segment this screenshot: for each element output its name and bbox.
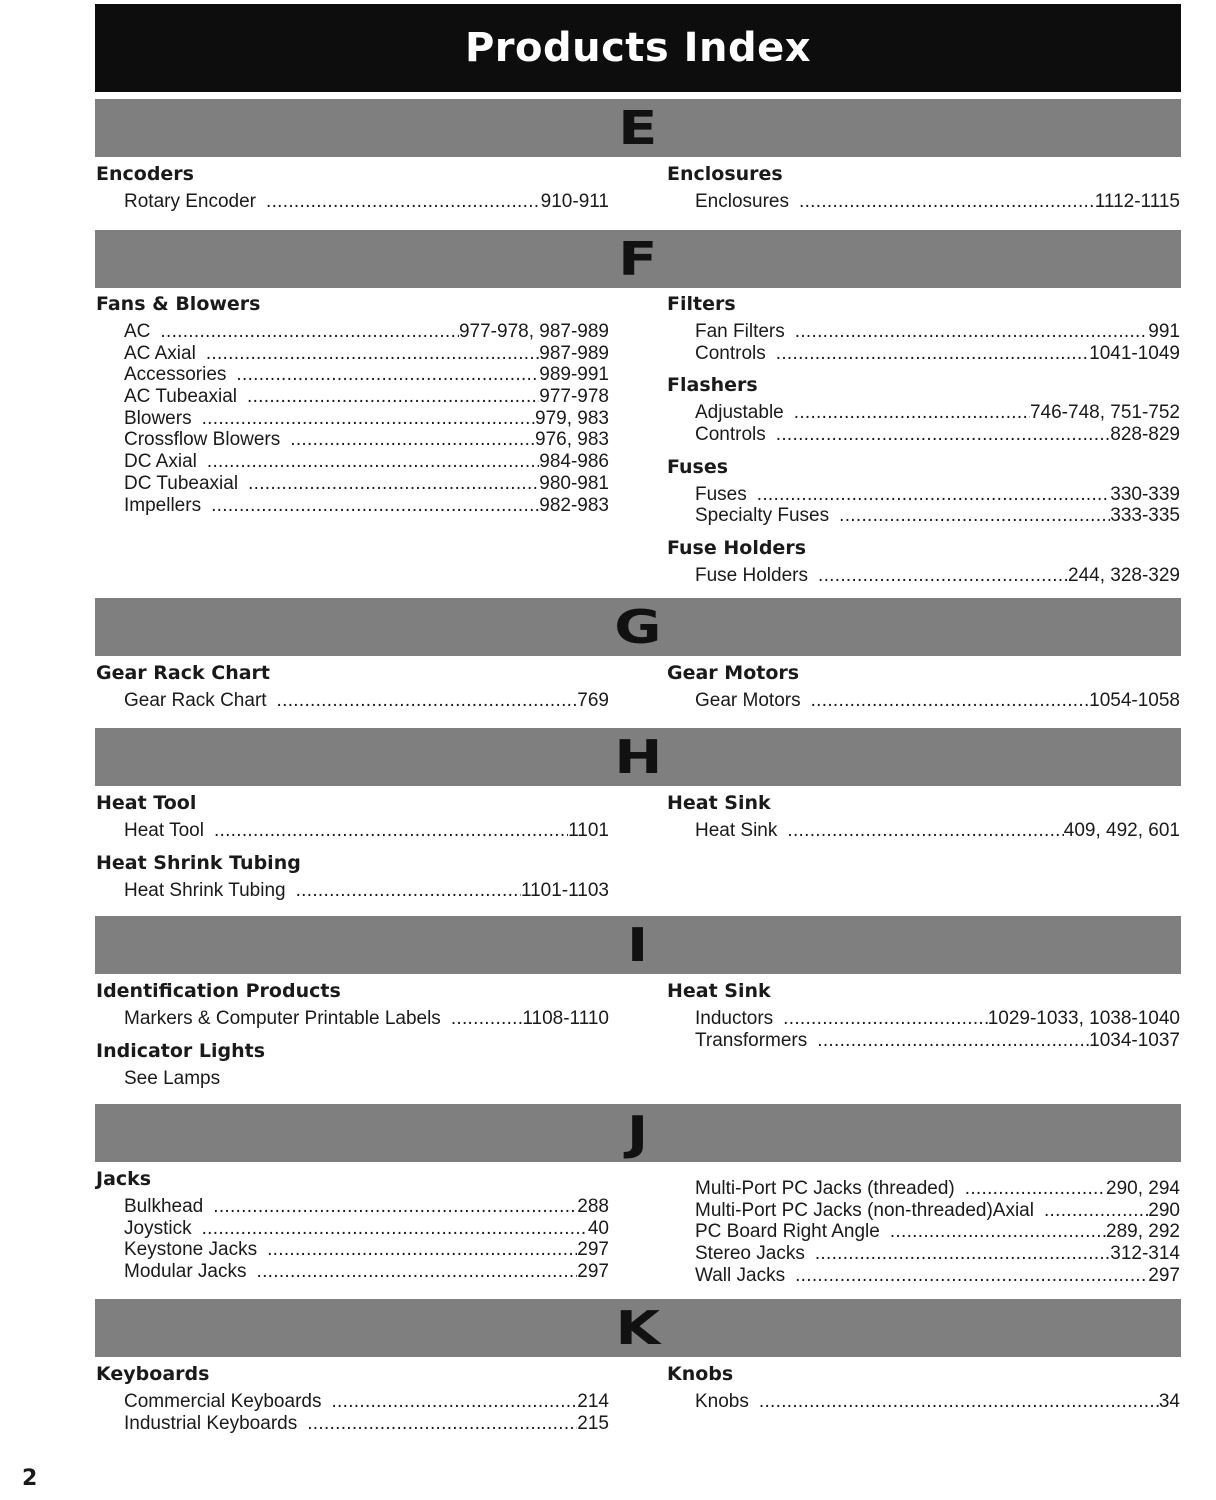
dot-leader <box>811 690 1090 712</box>
page-reference: 215 <box>577 1412 609 1434</box>
dot-leader <box>211 495 539 517</box>
dot-leader <box>787 820 1063 842</box>
page-reference: 330-339 <box>1110 483 1180 505</box>
entry-name: Crossflow Blowers <box>124 429 281 451</box>
index-entry-specialty-fuses <box>695 505 1180 527</box>
dot-leader <box>296 880 521 902</box>
category-heading: Fans & Blowers <box>96 293 261 315</box>
page-reference: 984-986 <box>539 451 609 473</box>
page-reference: 34 <box>1158 1391 1180 1412</box>
entry-name: Controls <box>695 424 766 446</box>
dot-leader <box>794 402 1030 424</box>
right-column <box>667 1176 1180 1293</box>
entry-list <box>96 1006 609 1037</box>
entry-list <box>96 319 609 523</box>
index-entry-modular-jacks <box>124 1261 609 1283</box>
left-column <box>96 290 609 523</box>
section-header-f <box>95 230 1181 288</box>
category-heading: Fuse Holders <box>667 537 807 560</box>
dot-leader <box>783 1008 988 1030</box>
index-entry-crossflow-blowers <box>124 429 609 451</box>
page-reference: 1101 <box>568 820 609 841</box>
section-letter: H <box>613 730 663 784</box>
entry-name: Blowers <box>124 407 192 429</box>
dot-leader <box>266 191 541 213</box>
index-entry-keystone-jacks <box>124 1239 609 1261</box>
page-reference: 977-978, 987-989 <box>458 321 609 342</box>
section-letter: I <box>627 918 649 972</box>
category-heading: Flashers <box>667 374 758 397</box>
entry-name: Adjustable <box>695 402 784 424</box>
entry-name: Impellers <box>124 494 202 516</box>
dot-leader <box>248 473 539 495</box>
section-letter: G <box>614 600 662 654</box>
left-column <box>96 659 609 719</box>
index-entry-accessories <box>124 364 609 386</box>
page-reference: 297 <box>577 1239 609 1261</box>
page-reference: 297 <box>1148 1264 1180 1286</box>
dot-leader <box>207 451 539 473</box>
page-reference: 976, 983 <box>535 429 609 451</box>
entry-list <box>96 878 609 909</box>
index-entry-fuses <box>695 484 1180 506</box>
index-entry-gear-motors <box>695 690 1180 712</box>
section-header-k <box>95 1299 1181 1357</box>
dot-leader <box>795 321 1149 343</box>
index-entry-bulkhead <box>124 1196 609 1218</box>
entry-name: Stereo Jacks <box>695 1243 805 1265</box>
dot-leader <box>202 408 535 430</box>
index-entry-industrial-keyboards <box>124 1413 609 1435</box>
dot-leader <box>965 1178 1106 1200</box>
index-entry-rotary-encoder <box>124 191 609 213</box>
category-heading: Filters <box>667 293 736 315</box>
category-heading: Fuses <box>667 455 729 478</box>
entry-name: AC Axial <box>124 342 196 364</box>
page-reference: 289, 292 <box>1106 1221 1180 1243</box>
page-reference: 828-829 <box>1110 424 1180 446</box>
category-heading: Indicator Lights <box>96 1039 266 1062</box>
entry-name: Heat Shrink Tubing <box>124 879 286 901</box>
dot-leader <box>795 1265 1148 1287</box>
left-column <box>96 1360 609 1441</box>
entry-list <box>667 1389 1180 1420</box>
entry-name: Markers & Computer Printable Labels <box>124 1008 441 1029</box>
left-column <box>96 1165 609 1290</box>
section-letter: J <box>627 1106 649 1160</box>
page-reference: 1041-1049 <box>1089 342 1180 364</box>
dot-leader <box>202 1218 588 1240</box>
page-reference: 980-981 <box>539 472 609 494</box>
category-heading: Gear Motors <box>667 662 800 684</box>
page-reference: 1029-1033, 1038-1040 <box>987 1008 1180 1029</box>
category-heading: Heat Shrink Tubing <box>96 851 301 874</box>
entry-name: Heat Sink <box>695 820 778 841</box>
entry-name: Rotary Encoder <box>124 191 257 212</box>
page-reference: 982-983 <box>539 494 609 516</box>
index-entry-inductors <box>695 1008 1180 1030</box>
right-column <box>667 1360 1180 1420</box>
index-entry-heat-tool <box>124 820 609 842</box>
section-header-e <box>95 99 1181 157</box>
page-reference: 290, 294 <box>1106 1178 1180 1199</box>
index-entry-gear-rack-chart <box>124 690 609 712</box>
page-reference: 312-314 <box>1110 1243 1180 1265</box>
page-reference: 214 <box>577 1391 609 1412</box>
dot-leader <box>214 820 568 842</box>
entry-name: Specialty Fuses <box>695 505 830 527</box>
index-entry-ac <box>124 321 609 343</box>
index-entry-controls <box>695 424 1180 446</box>
section-header-g <box>95 598 1181 656</box>
right-column <box>667 659 1180 719</box>
entry-name: DC Axial <box>124 451 197 473</box>
index-entry-enclosures <box>695 191 1180 213</box>
left-column <box>96 160 609 220</box>
index-entry-knobs <box>695 1391 1180 1413</box>
entry-list <box>667 1176 1180 1293</box>
entry-name: PC Board Right Angle <box>695 1221 880 1243</box>
index-entry-pc-board-right-angle <box>695 1221 1180 1243</box>
entry-name: Fuse Holders <box>695 565 808 587</box>
category-heading: Heat Sink <box>667 980 771 1002</box>
page-reference: 977-978 <box>539 386 609 408</box>
category-heading: Keyboards <box>96 1363 210 1385</box>
title-banner <box>95 4 1181 92</box>
page-reference: 991 <box>1148 321 1180 342</box>
index-entry-dc-tubeaxial <box>124 473 609 495</box>
page-reference: 1054-1058 <box>1089 690 1180 711</box>
index-entry-wall-jacks <box>695 1265 1180 1287</box>
entry-list <box>667 400 1180 452</box>
page-reference: 769 <box>577 690 609 711</box>
dot-leader <box>213 1196 577 1218</box>
dot-leader <box>267 1239 577 1261</box>
dot-leader <box>451 1008 523 1030</box>
entry-name: Bulkhead <box>124 1196 204 1217</box>
dot-leader <box>206 343 539 365</box>
entry-list <box>667 818 1180 849</box>
section-letter: K <box>615 1301 661 1355</box>
entry-name: Multi-Port PC Jacks (threaded) <box>695 1178 955 1199</box>
page-reference: 746-748, 751-752 <box>1029 402 1180 424</box>
category-heading: Knobs <box>667 1363 734 1385</box>
page-title: Products Index <box>464 25 812 71</box>
dot-leader <box>290 429 535 451</box>
index-entry-transformers <box>695 1030 1180 1052</box>
page-reference: 1112-1115 <box>1094 191 1180 212</box>
dot-leader <box>839 505 1110 527</box>
entry-name: Wall Jacks <box>695 1264 786 1286</box>
entry-name: Gear Rack Chart <box>124 690 267 711</box>
category-heading: Heat Sink <box>667 792 771 814</box>
entry-list <box>96 818 609 849</box>
entry-name: DC Tubeaxial <box>124 472 239 494</box>
page-reference: 244, 328-329 <box>1068 565 1180 587</box>
entry-name: Accessories <box>124 364 227 386</box>
entry-list <box>667 688 1180 719</box>
dot-leader <box>247 386 539 408</box>
entry-name: Joystick <box>124 1217 192 1239</box>
left-column <box>96 977 609 1096</box>
page-reference: 409, 492, 601 <box>1063 820 1180 841</box>
index-entry-impellers <box>124 495 609 517</box>
section-header-h <box>95 728 1181 786</box>
page-reference: 1108-1110 <box>522 1008 609 1029</box>
dot-leader <box>776 424 1111 446</box>
page-reference: 979, 983 <box>535 407 609 429</box>
dot-leader <box>818 565 1068 587</box>
index-entry-fuse-holders <box>695 565 1180 587</box>
page-number: 2 <box>22 1466 38 1491</box>
entry-name: Fuses <box>695 483 747 505</box>
right-column <box>667 160 1180 220</box>
entry-list <box>96 189 609 220</box>
dot-leader <box>759 1391 1159 1413</box>
left-column <box>96 789 609 908</box>
entry-name: Enclosures <box>695 191 789 212</box>
entry-name: Modular Jacks <box>124 1261 247 1283</box>
category-heading: Encoders <box>96 163 194 185</box>
entry-name: Transformers <box>695 1029 808 1051</box>
entry-name: AC <box>124 321 151 342</box>
category-heading: Identification Products <box>96 980 341 1002</box>
index-entry-commercial-keyboards <box>124 1391 609 1413</box>
right-column <box>667 977 1180 1058</box>
section-header-j <box>95 1104 1181 1162</box>
section-letter: F <box>618 232 658 286</box>
index-entry-multi-port-pc-jacks-non-threaded-axial <box>695 1200 1180 1222</box>
entry-name: Heat Tool <box>124 820 204 841</box>
index-entry-controls <box>695 343 1180 365</box>
entry-name: Fan Filters <box>695 321 785 342</box>
index-entry-stereo-jacks <box>695 1243 1180 1265</box>
entry-name: Controls <box>695 342 766 364</box>
entry-list <box>667 563 1180 594</box>
dot-leader <box>1044 1200 1148 1222</box>
page-reference: 333-335 <box>1110 505 1180 527</box>
entry-list <box>667 189 1180 220</box>
dot-leader <box>257 1261 578 1283</box>
page-reference: 1034-1037 <box>1089 1029 1180 1051</box>
page-reference: 989-991 <box>539 364 609 386</box>
category-heading: Jacks <box>96 1168 152 1190</box>
dot-leader <box>815 1243 1110 1265</box>
category-heading: Heat Tool <box>96 792 197 814</box>
dot-leader <box>757 484 1111 506</box>
dot-leader <box>160 321 459 343</box>
entry-list <box>96 1066 609 1097</box>
page-reference: 288 <box>577 1196 609 1217</box>
entry-list <box>96 1389 609 1441</box>
dot-leader <box>307 1413 577 1435</box>
index-entry-heat-shrink-tubing <box>124 880 609 902</box>
page-reference: 987-989 <box>539 342 609 364</box>
index-entry-ac-tubeaxial <box>124 386 609 408</box>
dot-leader <box>776 343 1089 365</box>
category-heading: Enclosures <box>667 163 783 185</box>
entry-name: Gear Motors <box>695 690 801 711</box>
entry-name: Multi-Port PC Jacks (non-threaded)Axial <box>695 1199 1034 1221</box>
see-also-note: See Lamps <box>124 1067 221 1089</box>
section-letter: E <box>618 101 658 155</box>
entry-list <box>667 482 1180 534</box>
index-entry-blowers <box>124 408 609 430</box>
dot-leader <box>799 191 1095 213</box>
section-header-i <box>95 916 1181 974</box>
entry-name: Commercial Keyboards <box>124 1391 322 1412</box>
category-heading: Gear Rack Chart <box>96 662 270 684</box>
dot-leader <box>277 690 578 712</box>
page-reference: 297 <box>577 1261 609 1283</box>
entry-list <box>96 1194 609 1290</box>
index-entry-joystick <box>124 1218 609 1240</box>
page-reference: 910-911 <box>540 191 609 212</box>
dot-leader <box>817 1030 1089 1052</box>
dot-leader <box>236 364 539 386</box>
right-column <box>667 789 1180 849</box>
entry-name: Keystone Jacks <box>124 1239 258 1261</box>
entry-list <box>96 688 609 719</box>
entry-name: Inductors <box>695 1008 774 1029</box>
dot-leader <box>331 1391 577 1413</box>
entry-name: Industrial Keyboards <box>124 1412 298 1434</box>
index-entry-markers-and-computer-printable-labels <box>124 1008 609 1030</box>
index-entry-fan-filters <box>695 321 1180 343</box>
index-entry-dc-axial <box>124 451 609 473</box>
page-reference: 290 <box>1148 1199 1180 1221</box>
entry-list <box>667 1006 1180 1058</box>
page-reference: 1101-1103 <box>520 879 609 901</box>
index-entry-adjustable <box>695 402 1180 424</box>
index-entry-heat-sink <box>695 820 1180 842</box>
entry-name: Knobs <box>695 1391 749 1412</box>
entry-name: AC Tubeaxial <box>124 386 238 408</box>
entry-list <box>667 319 1180 371</box>
right-column <box>667 290 1180 594</box>
page-reference: 40 <box>587 1217 609 1239</box>
index-entry-ac-axial <box>124 343 609 365</box>
dot-leader <box>890 1221 1106 1243</box>
index-entry-multi-port-pc-jacks-threaded <box>695 1178 1180 1200</box>
